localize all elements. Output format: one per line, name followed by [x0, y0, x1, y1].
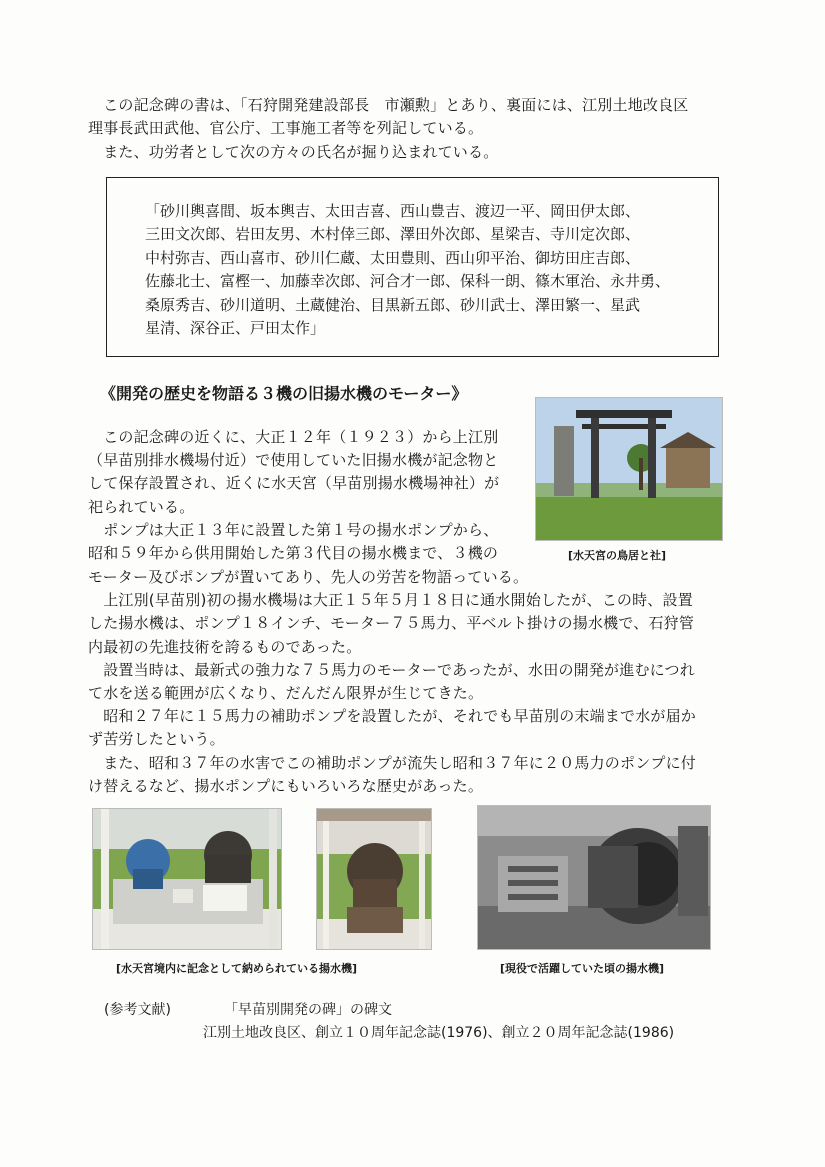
- active-pump-caption: [現役で活躍していた頃の揚水機]: [500, 962, 665, 975]
- names-line: 三田文次郎、岩田友男、木村倖三郎、澤田外次郎、星梁吉、寺川定次郎、: [145, 225, 641, 244]
- intro-line: 理事長武田武他、官公庁、工事施工者等を列記している。: [88, 119, 484, 138]
- intro-paragraph: [88, 94, 689, 164]
- shrine-torii-photo: [535, 397, 723, 541]
- reference-item: 江別土地改良区、創立１０周年記念誌(1976)、創立２０周年記念誌(1986): [203, 1025, 675, 1041]
- reference-item: 「早苗別開発の碑」の碑文: [224, 1002, 392, 1018]
- intro-line: また、功労者として次の方々の氏名が掘り込まれている。: [88, 142, 499, 161]
- contributors-name-box: [106, 177, 719, 357]
- memorial-motors-caption: [水天宮境内に記念として納められている揚水機]: [116, 962, 358, 975]
- body-line: ず苦労したという。: [88, 730, 225, 749]
- body-line: モーター及びポンプが置いてあり、先人の労苦を物語っている。: [88, 568, 529, 586]
- body-line: 設置当時は、最新式の強力な７５馬力のモーターであったが、水田の開発が進むにつれ: [88, 660, 695, 679]
- names-line: 桑原秀吉、砂川道明、土蔵健治、目黒新五郎、砂川武士、澤田繁一、星武: [145, 295, 641, 314]
- references-label: (参考文献): [104, 1002, 171, 1018]
- names-line: 佐藤北士、富樫一、加藤幸次郎、河合才一郎、保科一朗、篠木軍治、永井勇、: [145, 272, 671, 291]
- body-line: 内最初の先進技術を誇るものであった。: [88, 637, 362, 656]
- body-line: 昭和２７年に１５馬力の補助ポンプを設置したが、それでも早苗別の末端まで水が届か: [88, 707, 697, 726]
- names-line: 中村弥吉、西山喜市、砂川仁蔵、太田豊則、西山卯平治、御坊田庄吉郎、: [145, 248, 641, 267]
- body-line: て水を送る範囲が広くなり、だんだん限界が生じてきた。: [88, 684, 484, 703]
- intro-line: この記念碑の書は、「石狩開発建設部長 市瀬勲」とあり、裏面には、江別土地改良区: [88, 96, 689, 114]
- historic-pump-photo: [477, 805, 711, 950]
- names-line: 「砂川輿喜間、坂本輿吉、太田吉喜、西山豊吉、渡辺一平、岡田伊太郎、: [145, 202, 641, 220]
- section-heading: 《開発の歴史を物語る３機の旧揚水機のモーター》: [100, 384, 468, 403]
- preserved-motor-photo: [316, 808, 432, 950]
- body-line: （早苗別排水機場付近）で使用していた旧揚水機が記念物と: [88, 451, 499, 470]
- body-line: この記念碑の近くに、大正１２年（１９２３）から上江別: [88, 428, 499, 446]
- preserved-motors-photo: [92, 808, 282, 950]
- body-line: 祀られている。: [88, 497, 195, 516]
- section-body-text: [88, 566, 696, 798]
- shrine-photo-caption: [水天宮の鳥居と社]: [568, 549, 667, 562]
- body-line: け替えるなど、揚水ポンプにもいろいろな歴史があった。: [88, 776, 484, 795]
- body-line: して保存設置され、近くに水天宮（早苗別揚水機場神社）が: [88, 474, 500, 493]
- body-line: 昭和５９年から供用開始した第３代目の揚水機まで、３機の: [88, 544, 499, 563]
- section-side-text: [88, 426, 499, 565]
- body-line: また、昭和３７年の水害でこの補助ポンプが流失し昭和３７年に２０馬力のポンプに付: [88, 753, 697, 772]
- body-line: した揚水機は、ポンプ１８インチ、モーター７５馬力、平ベルト掛けの揚水機で、石狩管: [88, 614, 695, 633]
- body-line: ポンプは大正１３年に設置した第１号の揚水ポンプから、: [88, 520, 499, 539]
- names-line: 星清、深谷正、戸田太作」: [145, 319, 326, 338]
- body-line: 上江別(早苗別)初の揚水機場は大正１５年５月１８日に通水開始したが、この時、設置: [88, 591, 693, 610]
